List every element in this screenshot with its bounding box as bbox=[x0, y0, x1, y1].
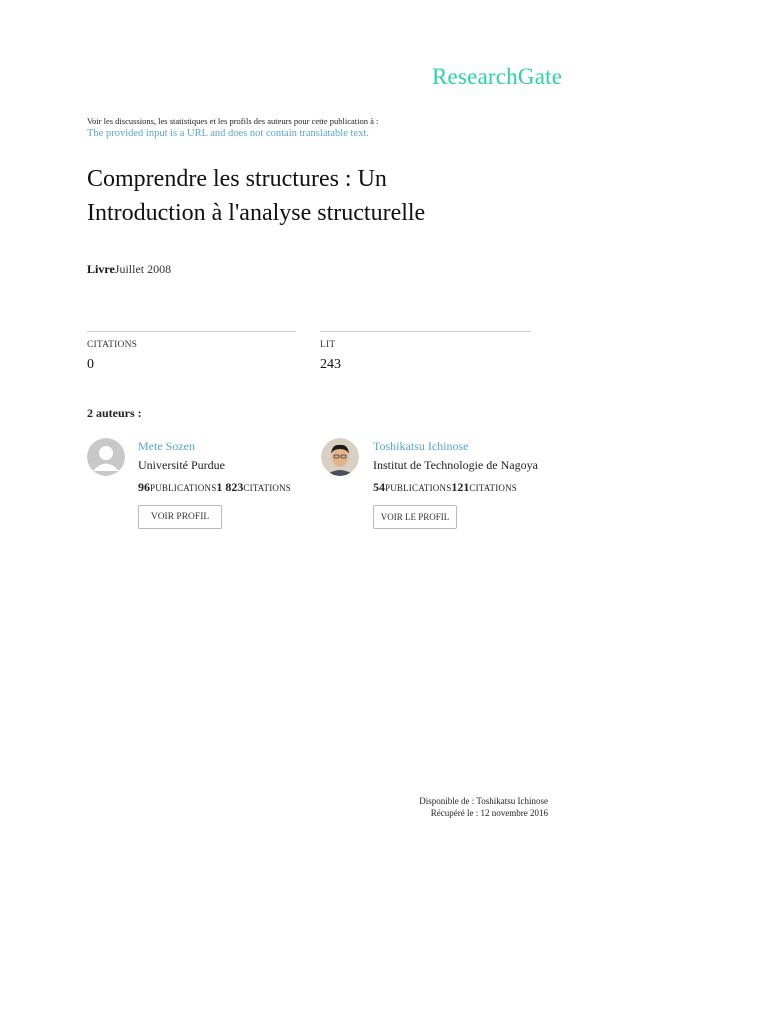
publications-count: 54 bbox=[373, 480, 385, 494]
publications-label: PUBLICATIONS bbox=[385, 483, 452, 493]
author-stats bbox=[138, 480, 291, 495]
publication-meta bbox=[87, 262, 171, 277]
available-from: Disponible de : Toshikatsu Ichinose bbox=[419, 796, 548, 806]
intro-text: Voir les discussions, les statistiques et les profils des auteurs pour cette publication à : bbox=[87, 116, 379, 126]
reads-value: 243 bbox=[320, 357, 341, 372]
view-profile-button[interactable]: VOIR PROFIL bbox=[138, 505, 222, 529]
author-stats bbox=[373, 480, 517, 495]
publication-type: Livre bbox=[87, 262, 115, 276]
publication-date: Juillet 2008 bbox=[114, 262, 172, 276]
portrait-photo[interactable] bbox=[321, 438, 359, 476]
title-line-2: Introduction à l'analyse structurelle bbox=[87, 200, 426, 226]
stat-divider bbox=[320, 331, 531, 332]
author-institution: Institut de Technologie de Nagoya bbox=[373, 458, 538, 472]
view-profile-button[interactable]: VOIR LE PROFIL bbox=[373, 505, 457, 529]
citations-count: 1 823 bbox=[216, 480, 244, 494]
default-person-icon[interactable] bbox=[87, 438, 125, 476]
researchgate-logo[interactable]: ResearchGate bbox=[432, 64, 563, 89]
publication-link[interactable]: The provided input is a URL and does not contain translatable text. bbox=[87, 128, 369, 139]
title-line-1: Comprendre les structures : Un bbox=[87, 166, 387, 192]
publication-title bbox=[87, 162, 507, 230]
citations-label: CITATIONS bbox=[87, 340, 138, 350]
author-name[interactable]: Mete Sozen bbox=[138, 439, 195, 453]
reads-label: LIT bbox=[320, 340, 336, 350]
citations-label: CITATIONS bbox=[243, 483, 291, 493]
author-institution: Université Purdue bbox=[138, 458, 225, 472]
authors-heading: 2 auteurs : bbox=[87, 406, 142, 420]
citations-value: 0 bbox=[87, 357, 94, 372]
publications-count: 96 bbox=[138, 480, 150, 494]
retrieved-on: Récupéré le : 12 novembre 2016 bbox=[430, 808, 548, 818]
stat-divider bbox=[87, 331, 296, 332]
citations-count: 121 bbox=[451, 480, 470, 494]
author-name[interactable]: Toshikatsu Ichinose bbox=[373, 439, 469, 453]
publications-label: PUBLICATIONS bbox=[150, 483, 217, 493]
citations-label: CITATIONS bbox=[469, 483, 517, 493]
